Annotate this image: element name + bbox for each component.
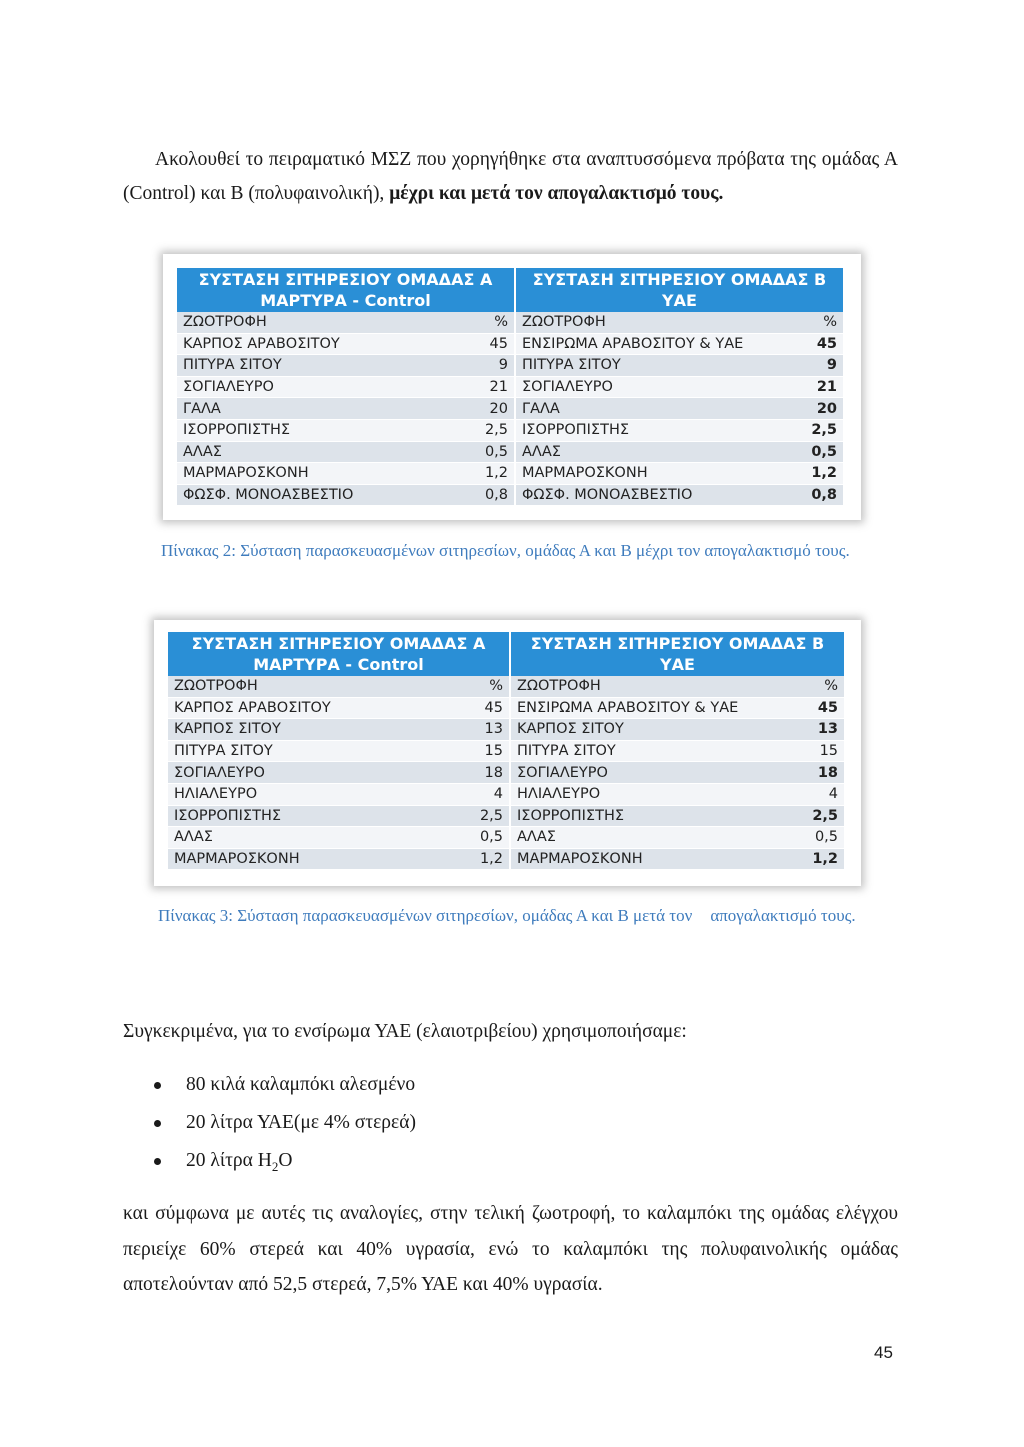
table-row <box>168 783 844 805</box>
group-a-percent: 1,2 <box>450 848 510 870</box>
water-tail: O <box>278 1150 293 1171</box>
group-a-ingredient: ΑΛΑΣ <box>168 827 450 849</box>
group-a-percent: 2,5 <box>450 805 510 827</box>
group-a-ingredient: ΚΑΡΠΟΣ ΣΙΤΟΥ <box>168 719 450 741</box>
group-b-percent: 21 <box>785 376 843 398</box>
group-b-ingredient: ΙΣΟΡΡΟΠΙΣΤΗΣ <box>510 805 784 827</box>
group-b-percent: 2,5 <box>785 419 843 441</box>
bullet-icon <box>154 1120 161 1127</box>
group-a-ingredient: ΚΑΡΠΟΣ ΑΡΑΒΟΣΙΤΟΥ <box>168 697 450 719</box>
group-a-percent: % <box>450 676 510 697</box>
table-3-frame <box>154 620 861 886</box>
table-3-body <box>168 676 844 870</box>
group-a-ingredient: ΣΟΓΙΑΛΕΥΡΟ <box>168 762 450 784</box>
group-a-percent: 1,2 <box>459 463 515 485</box>
group-b-percent: 13 <box>784 719 844 741</box>
group-b-ingredient: ΑΛΑΣ <box>510 827 784 849</box>
table-row <box>168 697 844 719</box>
group-a-ingredient: ΖΩΟΤΡΟΦΗ <box>168 676 450 697</box>
group-b-percent: 9 <box>785 355 843 377</box>
group-b-ingredient: ΠΙΤΥΡΑ ΣΙΤΟΥ <box>510 740 784 762</box>
group-b-ingredient: ΖΩΟΤΡΟΦΗ <box>515 312 785 333</box>
group-a-percent: 4 <box>450 783 510 805</box>
table-row <box>177 484 843 506</box>
group-b-percent: 45 <box>784 697 844 719</box>
water-subscript: 2 <box>271 1158 279 1174</box>
list-item-text: 80 κιλά καλαμπόκι αλεσμένο <box>186 1074 416 1095</box>
table-row <box>168 719 844 741</box>
group-a-ingredient: ΦΩΣΦ. ΜΟΝΟΑΣΒΕΣΤΙΟ <box>177 484 459 506</box>
group-a-ingredient: ΗΛΙΑΛΕΥΡΟ <box>168 783 450 805</box>
group-b-ingredient: ΠΙΤΥΡΑ ΣΙΤΟΥ <box>515 355 785 377</box>
group-b-ingredient: ΕΝΣΙΡΩΜΑ ΑΡΑΒΟΣΙΤΟΥ & ΥΑΕ <box>515 333 785 355</box>
table-row <box>177 312 843 333</box>
group-b-percent: 0,8 <box>785 484 843 506</box>
group-a-percent: 0,8 <box>459 484 515 506</box>
group-b-percent: % <box>784 676 844 697</box>
group-a-percent: 2,5 <box>459 419 515 441</box>
final-paragraph: και σύμφωνα με αυτές τις αναλογίες, στην τελική ζωοτροφή, το καλαμπόκι της ομάδας ελέγχου περιείχε 60% στερεά και 40% υγρασία, ενώ το καλαμπόκι της πολυφαινολικής ομάδας αποτελούνταν από 52,5 στερεά, 7,5% ΥΑΕ και 40% υγρασία. <box>123 1203 898 1295</box>
table-row <box>168 848 844 870</box>
group-a-percent: 15 <box>450 740 510 762</box>
list-item <box>148 1104 416 1142</box>
group-a-percent: 18 <box>450 762 510 784</box>
table-row <box>177 355 843 377</box>
group-a-percent: 0,5 <box>459 441 515 463</box>
page-number: 45 <box>874 1343 893 1362</box>
table-2-frame <box>163 254 861 520</box>
table-2-header-group-b: ΣΥΣΤΑΣΗ ΣΙΤΗΡΕΣΙΟΥ ΟΜΑΔΑΣ Β ΥΑΕ <box>515 268 843 312</box>
group-a-ingredient: ΣΟΓΙΑΛΕΥΡΟ <box>177 376 459 398</box>
group-b-ingredient: ΗΛΙΑΛΕΥΡΟ <box>510 783 784 805</box>
group-b-ingredient: ΚΑΡΠΟΣ ΣΙΤΟΥ <box>510 719 784 741</box>
feed-composition-table-3 <box>168 632 844 870</box>
ingredient-list <box>148 1066 416 1180</box>
table-3-caption-tail: απογαλακτισμό τους. <box>710 906 856 925</box>
intro-paragraph <box>123 143 898 211</box>
table-3-caption-main: Πίνακας 3: Σύσταση παρασκευασμένων σιτηρεσίων, ομάδας Α και Β μετά τον <box>158 906 693 925</box>
group-a-percent: 21 <box>459 376 515 398</box>
table-row <box>168 762 844 784</box>
table-2-header-group-a: ΣΥΣΤΑΣΗ ΣΙΤΗΡΕΣΙΟΥ ΟΜΑΔΑΣ Α ΜΑΡΤΥΡΑ - Control <box>177 268 515 312</box>
bullet-icon <box>154 1082 161 1089</box>
group-b-ingredient: ΜΑΡΜΑΡΟΣΚΟΝΗ <box>515 463 785 485</box>
group-b-percent: 0,5 <box>784 827 844 849</box>
group-a-ingredient: ΜΑΡΜΑΡΟΣΚΟΝΗ <box>168 848 450 870</box>
group-a-percent: % <box>459 312 515 333</box>
group-b-percent: 1,2 <box>784 848 844 870</box>
group-b-percent: 20 <box>785 398 843 420</box>
group-b-percent: 2,5 <box>784 805 844 827</box>
group-a-ingredient: ΑΛΑΣ <box>177 441 459 463</box>
intro-text: Ακολουθεί το πειραματικό ΜΣΖ που χορηγήθηκε στα αναπτυσσόμενα πρόβατα της ομάδας Α (Control) και Β (πολυφαινολική), <box>123 149 898 204</box>
group-a-percent: 9 <box>459 355 515 377</box>
group-a-ingredient: ΙΣΟΡΡΟΠΙΣΤΗΣ <box>168 805 450 827</box>
list-item-text: 20 λίτρα H <box>186 1150 272 1171</box>
group-b-ingredient: ΖΩΟΤΡΟΦΗ <box>510 676 784 697</box>
table-row <box>168 805 844 827</box>
group-b-ingredient: ΑΛΑΣ <box>515 441 785 463</box>
group-b-ingredient: ΣΟΓΙΑΛΕΥΡΟ <box>515 376 785 398</box>
group-b-percent: 4 <box>784 783 844 805</box>
table-2-body <box>177 312 843 506</box>
table-row <box>177 398 843 420</box>
group-a-ingredient: ΚΑΡΠΟΣ ΑΡΑΒΟΣΙΤΟΥ <box>177 333 459 355</box>
group-b-percent: 1,2 <box>785 463 843 485</box>
group-a-ingredient: ΠΙΤΥΡΑ ΣΙΤΟΥ <box>168 740 450 762</box>
group-a-percent: 45 <box>450 697 510 719</box>
group-a-ingredient: ΜΑΡΜΑΡΟΣΚΟΝΗ <box>177 463 459 485</box>
group-b-ingredient: ΓΑΛΑ <box>515 398 785 420</box>
group-b-percent: 18 <box>784 762 844 784</box>
list-item <box>148 1142 416 1180</box>
intro-bold-text: μέχρι και μετά τον απογαλακτισμό τους. <box>389 183 724 204</box>
table-3-header-group-a: ΣΥΣΤΑΣΗ ΣΙΤΗΡΕΣΙΟΥ ΟΜΑΔΑΣ Α ΜΑΡΤΥΡΑ - Control <box>168 632 510 676</box>
group-a-ingredient: ΓΑΛΑ <box>177 398 459 420</box>
group-a-percent: 45 <box>459 333 515 355</box>
table-row <box>177 463 843 485</box>
table-row <box>177 419 843 441</box>
table-row <box>168 676 844 697</box>
group-a-percent: 20 <box>459 398 515 420</box>
group-b-percent: % <box>785 312 843 333</box>
group-b-percent: 15 <box>784 740 844 762</box>
group-a-ingredient: ΠΙΤΥΡΑ ΣΙΤΟΥ <box>177 355 459 377</box>
group-b-ingredient: ΕΝΣΙΡΩΜΑ ΑΡΑΒΟΣΙΤΟΥ & ΥΑΕ <box>510 697 784 719</box>
list-item-text: 20 λίτρα ΥΑΕ(με 4% στερεά) <box>186 1112 416 1133</box>
feed-composition-table-2 <box>177 268 843 506</box>
table-row <box>177 441 843 463</box>
table-2-caption: Πίνακας 2: Σύσταση παρασκευασμένων σιτηρεσίων, ομάδας Α και Β μέχρι τον απογαλακτισμό τους. <box>161 541 850 560</box>
table-3-caption <box>158 905 933 927</box>
group-a-ingredient: ΙΣΟΡΡΟΠΙΣΤΗΣ <box>177 419 459 441</box>
group-a-ingredient: ΖΩΟΤΡΟΦΗ <box>177 312 459 333</box>
specific-paragraph: Συγκεκριμένα, για το ενσίρωμα ΥΑΕ (ελαιοτριβείου) χρησιμοποιήσαμε: <box>123 1021 687 1042</box>
group-b-ingredient: ΙΣΟΡΡΟΠΙΣΤΗΣ <box>515 419 785 441</box>
table-row <box>177 376 843 398</box>
bullet-icon <box>154 1158 161 1165</box>
group-b-percent: 0,5 <box>785 441 843 463</box>
table-row <box>177 333 843 355</box>
table-row <box>168 740 844 762</box>
table-row <box>168 827 844 849</box>
group-b-ingredient: ΦΩΣΦ. ΜΟΝΟΑΣΒΕΣΤΙΟ <box>515 484 785 506</box>
group-a-percent: 0,5 <box>450 827 510 849</box>
group-b-ingredient: ΜΑΡΜΑΡΟΣΚΟΝΗ <box>510 848 784 870</box>
list-item <box>148 1066 416 1104</box>
group-a-percent: 13 <box>450 719 510 741</box>
group-b-ingredient: ΣΟΓΙΑΛΕΥΡΟ <box>510 762 784 784</box>
group-b-percent: 45 <box>785 333 843 355</box>
table-3-header-group-b: ΣΥΣΤΑΣΗ ΣΙΤΗΡΕΣΙΟΥ ΟΜΑΔΑΣ Β ΥΑΕ <box>510 632 844 676</box>
